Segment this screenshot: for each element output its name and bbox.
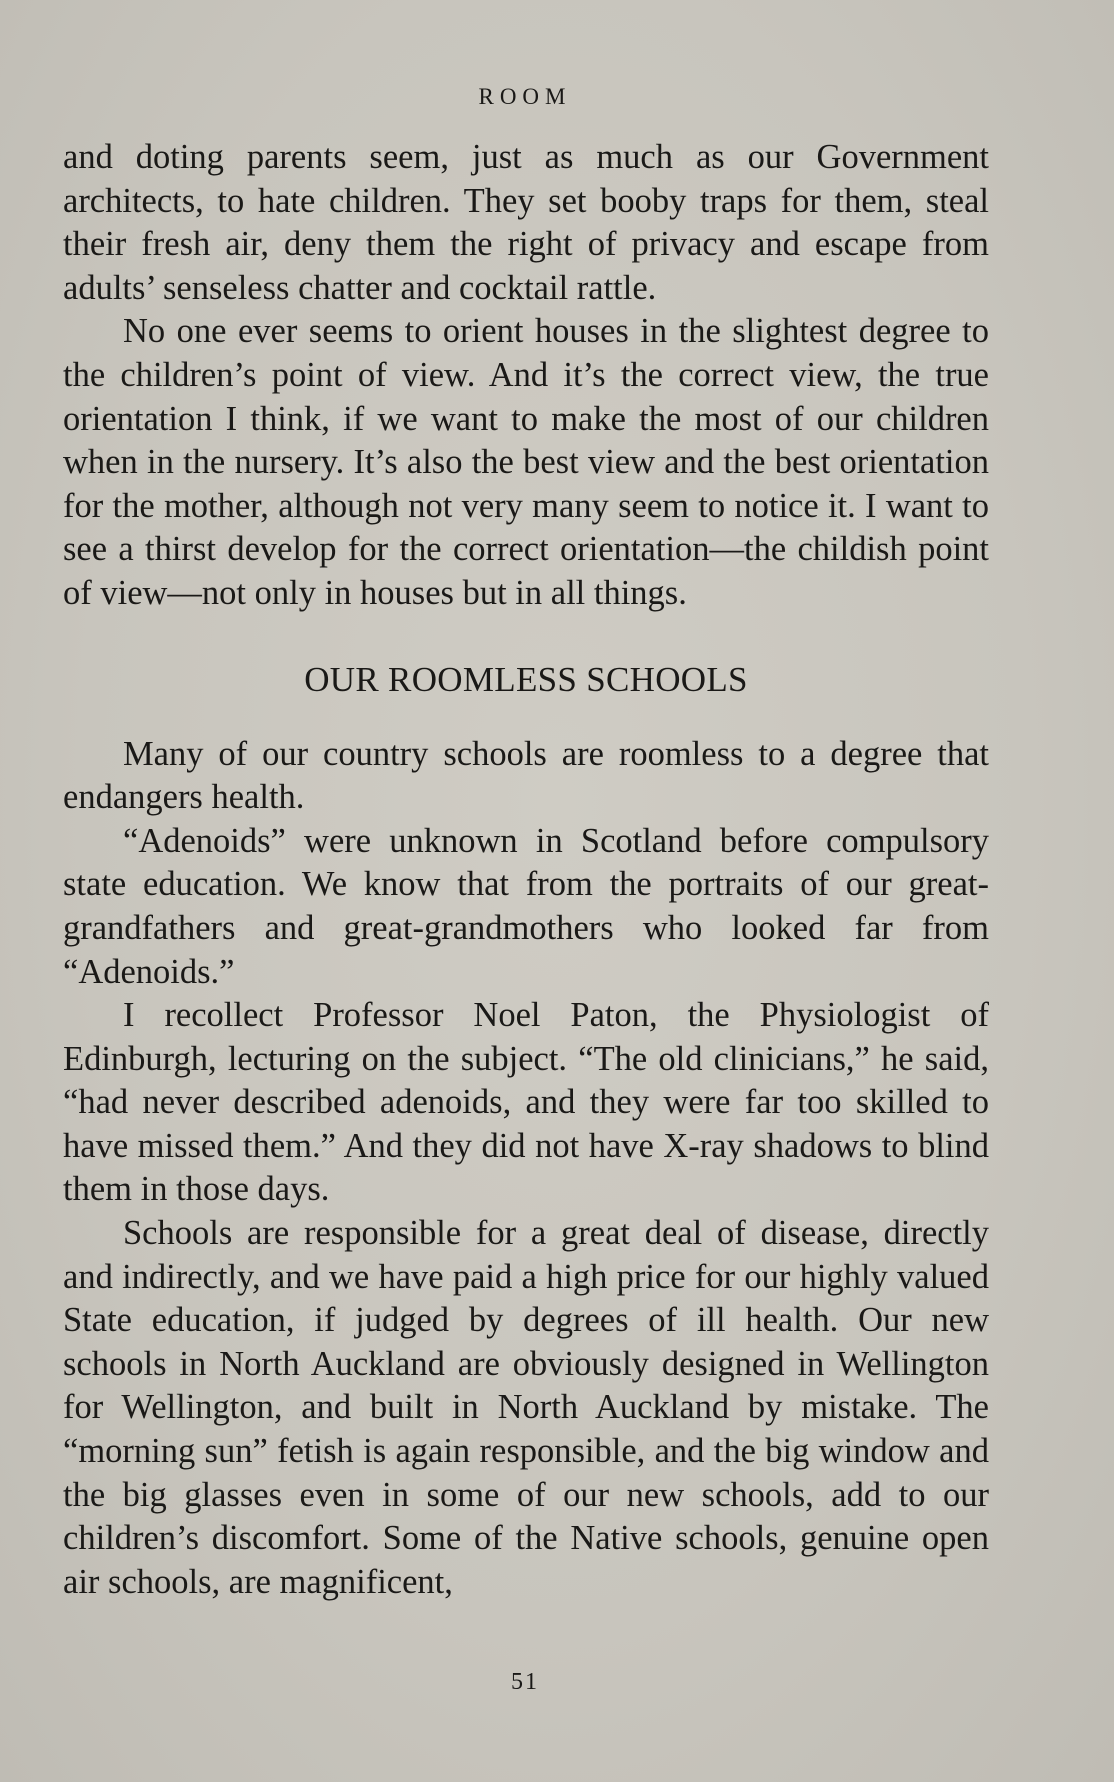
body-text <box>63 136 989 1604</box>
paragraph-adenoids: “Adenoids” were unknown in Scotland before compulsory state education. We know that from the portraits of our great-grandfathers and great-grandmothers who looked far from “Adenoids.” <box>63 821 989 991</box>
paragraph-continuation: and doting parents seem, just as much as our Government architects, to hate children. They set booby traps for them, steal their fresh air, deny them the right of privacy and escape from adults’ senseless chatter and cocktail rattle. <box>63 138 989 307</box>
paragraph-schools: Schools are responsible for a great deal of disease, directly and indirectly, and we have paid a high price for our highly valued State education, if judged by degrees of ill health. Our new schools in North Auckland are obviously designed in Wellington for Wellington, and built in North Auckland by mistake. The “morning sun” fetish is again responsible, and the big window and the big glasses even in some of our new schools, add to our children’s discomfort. Some of the Native schools, genuine open air schools, are magnificent, <box>63 1214 989 1601</box>
page-number: 51 <box>511 1669 539 1695</box>
section-heading: OUR ROOMLESS SCHOOLS <box>304 659 748 699</box>
paragraph-paton: I recollect Professor Noel Paton, the Physiologist of Edinburgh, lecturing on the subject. “The old clinicians,” he said, “had never described adenoids, and they were far too skilled to have missed them.” And they did not have X-ray shadows to blind them in those days. <box>63 996 989 1209</box>
paragraph-orientation: No one ever seems to orient houses in the slightest degree to the children’s point of view. And it’s the correct view, the true orientation I think, if we want to make the most of our children when in the nursery. It’s also the best view and the best orientation for the mother, although not very many seem to notice it. I want to see a thirst develop for the correct orientation—the childish point of view—not only in houses but in all things. <box>63 312 989 612</box>
running-head: ROOM <box>478 84 572 109</box>
paragraph-roomless: Many of our country schools are roomless to a degree that endangers health. <box>63 734 989 817</box>
